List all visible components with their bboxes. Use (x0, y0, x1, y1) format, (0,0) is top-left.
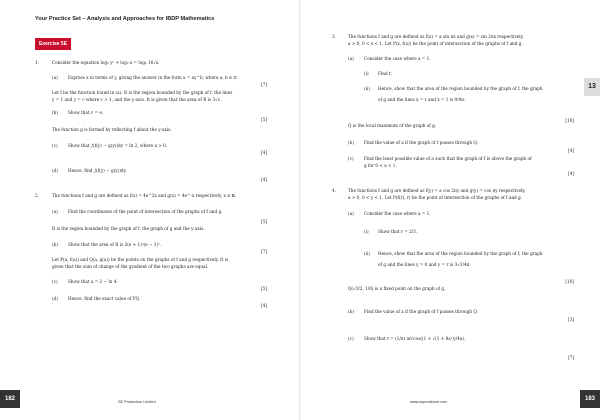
question-line: (i) (364, 229, 369, 234)
mark-allocation: [4] (568, 171, 574, 176)
question-line: (c) (348, 336, 354, 341)
question-line: (c) (52, 143, 58, 148)
question-line: (ii) (364, 251, 370, 256)
mark-allocation: [3] (568, 317, 574, 322)
question-line: 2. (35, 193, 39, 198)
question-line: The functions f and g are defined as f(y) = a cos 2πy and g(y) = cos πy respectively, (348, 188, 526, 193)
question-line: Find the value of a if the graph of f passes through Q. (364, 309, 478, 314)
question-line: (ii) (364, 86, 370, 91)
exercise-badge: Exercise 5E (35, 38, 71, 50)
question-line: Consider the equation log₂ y² + log₂ x = log₂ 16√x. (52, 60, 160, 65)
question-line: The functions f and g are defined as f(x) = a sin πx and g(x) = sin 2πx respectively, (348, 34, 524, 39)
question-line: (a) (52, 75, 58, 80)
question-line: Find the coordinates of the point of intersection of the graphs of f and g. (68, 209, 223, 214)
right-page (300, 0, 600, 420)
question-line: a > 0, 0 < x < 1. Let P(x, f(x)) be the point of intersection of the graphs of f and g. (348, 41, 523, 46)
question-line: (b) (52, 110, 58, 115)
website-footer: www.seprodstore.com (410, 400, 448, 404)
question-line: Show that r = (1/π) arccos((1 + √(1 + 8a²))/4a). (364, 336, 466, 341)
question-line: a > 0, 0 < y < 1. Let P(f(r), r) be the point of intersection of the graphs of f and g. (348, 195, 523, 200)
question-line: Let P(a, f(a)) and Q(a, g(a)) be the points on the graphs of f and g respectively. It is (52, 257, 229, 262)
left-page-number: 182 (0, 390, 20, 408)
question-line: given that the sum of change of the gradient of the two graphs are equal. (52, 264, 209, 269)
question-line: Let f be the function found in (a). R is the region bounded by the graph of f, the lines (52, 90, 233, 95)
mark-allocation: [7] (261, 82, 267, 87)
question-line: Show that ∫(f(y) − g(y))dy = ln 2, where a > 0. (68, 143, 168, 148)
question-line: Find the least possible value of a such that the graph of f is above the graph of (364, 156, 532, 161)
question-line: Show that c = e. (68, 110, 104, 115)
question-line: Consider the case where a = 1. (364, 56, 431, 61)
question-line: of g and the lines y = 0 and y = r is 3√3/4π. (378, 262, 471, 267)
question-line: The function g is formed by reflecting f about the y-axis. (52, 127, 172, 132)
question-line: (b) (348, 140, 354, 145)
question-line: (a) (348, 56, 354, 61)
question-line: Q(√3/2, 1/6) is a fixed point on the graph of g. (348, 286, 446, 291)
mark-allocation: [4] (261, 303, 267, 308)
question-line: Show that a = 2 − ln 4. (68, 279, 118, 284)
question-line: R is the region bounded by the graph of f, the graph of g and the y-axis. (52, 226, 205, 231)
question-line: Find r. (378, 71, 392, 76)
question-line: (a) (52, 209, 58, 214)
question-line: y = 1 and y = c where c > 1, and the y-axis. It is given that the area of R is 3√c. (52, 97, 222, 102)
question-line: 4. (332, 188, 336, 193)
question-line: (d) (52, 168, 58, 173)
mark-allocation: [5] (261, 219, 267, 224)
question-line: Express x in terms of y, giving the answer in the form x = ay^b, where a, b ∈ ℤ. (68, 75, 238, 80)
question-line: Hence, show that the area of the region bounded by the graph of f, the graph (378, 86, 543, 91)
question-line: Show that r = 2/3. (378, 229, 418, 234)
question-line: (c) (52, 279, 58, 284)
page-header: Your Practice Set – Analysis and Approaches for IBDP Mathematics (35, 16, 215, 22)
mark-allocation: [5] (261, 117, 267, 122)
question-line: Q is the local maximum of the graph of g. (348, 123, 437, 128)
question-line: (d) (52, 296, 58, 301)
mark-allocation: [10] (565, 118, 574, 123)
right-page-number: 183 (580, 390, 600, 408)
question-line: Hence, find the exact value of PQ. (68, 296, 141, 301)
question-line: (a) (348, 211, 354, 216)
question-line: g for 0 < x < 1. (364, 163, 397, 168)
mark-allocation: [4] (568, 148, 574, 153)
question-line: (b) (52, 242, 58, 247)
question-line: 1. (35, 60, 39, 65)
question-line: The functions f and g are defined as f(x) = 4e^2x and g(x) = 4e^-x respectively, x ∈ ℝ. (52, 193, 237, 198)
question-line: Hence, find ∫(f(y) − g(y))dy. (68, 168, 127, 173)
mark-allocation: [7] (568, 355, 574, 360)
question-line: (b) (348, 309, 354, 314)
chapter-tab: 13 (584, 78, 600, 96)
publisher-footer: SE Production Limited (118, 400, 156, 404)
question-line: (i) (364, 71, 369, 76)
question-line: 3. (332, 34, 336, 39)
question-line: (c) (348, 156, 354, 161)
mark-allocation: [5] (261, 286, 267, 291)
question-line: Find the value of a if the graph of f passes through Q. (364, 140, 478, 145)
mark-allocation: [4] (261, 150, 267, 155)
mark-allocation: [7] (261, 249, 267, 254)
question-line: Hence, show that the area of the region bounded by the graph of f, the graph (378, 251, 543, 256)
mark-allocation: [4] (261, 177, 267, 182)
question-line: Show that the area of R is 2(e + 1)²(e − 1)². (68, 242, 162, 247)
question-line: of g and the lines x = r and x = 1 is 9/4π. (378, 97, 466, 102)
mark-allocation: [10] (565, 279, 574, 284)
question-line: Consider the case where a = 1. (364, 211, 431, 216)
